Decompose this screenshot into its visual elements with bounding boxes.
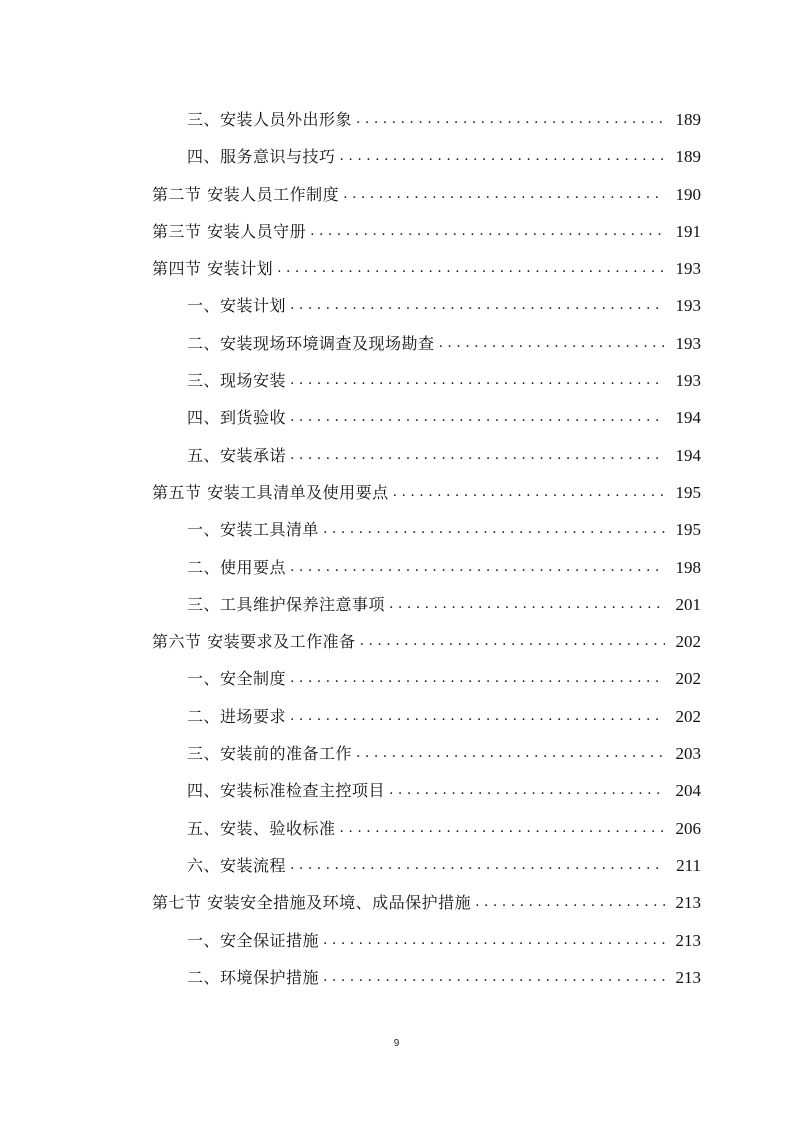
toc-dot-leader xyxy=(439,325,665,362)
toc-entry[interactable] xyxy=(0,549,793,586)
toc-entry-page: 198 xyxy=(675,557,701,577)
toc-entry-title: 二、使用要点 xyxy=(187,557,287,577)
toc-entry-title: 六、安装流程 xyxy=(187,855,287,875)
toc-entry-title: 四、安装标准检查主控项目 xyxy=(187,781,386,801)
toc-entry-page: 190 xyxy=(675,184,701,204)
toc-entry[interactable] xyxy=(0,922,793,959)
toc-dot-leader xyxy=(310,213,665,250)
toc-dot-leader xyxy=(340,810,665,847)
toc-entry-page: 194 xyxy=(675,408,701,428)
toc-entry[interactable] xyxy=(0,735,793,772)
toc-entry-title: 第六节 安装要求及工作准备 xyxy=(152,632,356,652)
toc-dot-leader xyxy=(290,287,665,324)
toc-dot-leader xyxy=(389,772,665,809)
toc-dot-leader xyxy=(290,847,665,884)
toc-entry-title: 一、安装计划 xyxy=(187,296,287,316)
toc-entry-page: 213 xyxy=(675,893,701,913)
toc-entry[interactable] xyxy=(0,138,793,175)
toc-entry-title: 第五节 安装工具清单及使用要点 xyxy=(152,482,389,502)
toc-dot-leader xyxy=(360,623,665,660)
toc-entry-page: 206 xyxy=(675,818,701,838)
toc-dot-leader xyxy=(356,101,665,138)
page-number: 9 xyxy=(393,1038,400,1049)
toc-entry-page: 189 xyxy=(675,110,701,129)
toc-entry-title: 一、安全制度 xyxy=(187,669,287,689)
toc-dot-leader xyxy=(290,549,665,586)
toc-entry-page: 191 xyxy=(675,221,701,241)
toc-entry-page: 193 xyxy=(675,333,701,353)
toc-entry[interactable] xyxy=(0,437,793,474)
table-of-contents xyxy=(0,101,793,996)
toc-entry-title: 第二节 安装人员工作制度 xyxy=(152,184,340,204)
toc-entry-page: 213 xyxy=(675,930,701,950)
toc-entry-page: 202 xyxy=(675,706,701,726)
toc-entry[interactable] xyxy=(0,623,793,660)
toc-dot-leader xyxy=(323,959,665,996)
toc-entry-title: 三、安装人员外出形象 xyxy=(187,110,353,129)
toc-entry-page: 211 xyxy=(676,855,701,875)
toc-dot-leader xyxy=(475,884,665,921)
toc-entry[interactable] xyxy=(0,698,793,735)
toc-entry-page: 193 xyxy=(675,371,701,391)
toc-entry-page: 195 xyxy=(675,482,701,502)
toc-entry-page: 213 xyxy=(675,967,701,987)
toc-entry-title: 三、安装前的准备工作 xyxy=(187,744,353,764)
toc-entry[interactable] xyxy=(0,250,793,287)
toc-dot-leader xyxy=(290,437,665,474)
toc-entry[interactable] xyxy=(0,474,793,511)
toc-dot-leader xyxy=(290,362,665,399)
toc-entry[interactable] xyxy=(0,511,793,548)
toc-dot-leader xyxy=(290,698,665,735)
toc-entry-page: 202 xyxy=(675,632,701,652)
toc-entry-title: 五、安装承诺 xyxy=(187,445,287,465)
toc-dot-leader xyxy=(389,586,665,623)
toc-entry[interactable] xyxy=(0,959,793,996)
toc-entry-title: 四、服务意识与技巧 xyxy=(187,147,336,167)
toc-entry-title: 五、安装、验收标准 xyxy=(187,818,336,838)
toc-entry[interactable] xyxy=(0,287,793,324)
toc-dot-leader xyxy=(393,474,665,511)
toc-entry[interactable] xyxy=(0,176,793,213)
toc-entry[interactable] xyxy=(0,772,793,809)
toc-entry-page: 189 xyxy=(675,147,701,167)
toc-entry[interactable] xyxy=(0,660,793,697)
toc-entry-title: 第四节 安装计划 xyxy=(152,259,274,279)
toc-entry[interactable] xyxy=(0,847,793,884)
toc-entry-page: 203 xyxy=(675,744,701,764)
toc-entry-page: 194 xyxy=(675,445,701,465)
toc-dot-leader xyxy=(277,250,665,287)
toc-entry-title: 二、安装现场环境调查及现场勘查 xyxy=(187,333,435,353)
toc-dot-leader xyxy=(343,176,665,213)
toc-entry[interactable] xyxy=(0,810,793,847)
toc-entry[interactable] xyxy=(0,325,793,362)
toc-entry-page: 204 xyxy=(675,781,701,801)
toc-entry-title: 第七节 安装安全措施及环境、成品保护措施 xyxy=(152,893,472,913)
toc-entry-title: 三、现场安装 xyxy=(187,371,287,391)
toc-entry-title: 一、安全保证措施 xyxy=(187,930,320,950)
toc-entry-title: 二、进场要求 xyxy=(187,706,287,726)
toc-entry[interactable] xyxy=(0,586,793,623)
toc-entry[interactable] xyxy=(0,101,793,138)
toc-entry-page: 201 xyxy=(675,594,701,614)
toc-entry[interactable] xyxy=(0,213,793,250)
toc-entry[interactable] xyxy=(0,399,793,436)
toc-entry-page: 202 xyxy=(675,669,701,689)
toc-dot-leader xyxy=(340,138,665,175)
toc-entry-title: 一、安装工具清单 xyxy=(187,520,320,540)
toc-dot-leader xyxy=(323,511,665,548)
toc-dot-leader xyxy=(323,922,665,959)
toc-entry-title: 第三节 安装人员守册 xyxy=(152,221,307,241)
toc-entry-title: 二、环境保护措施 xyxy=(187,967,320,987)
toc-entry-title: 四、到货验收 xyxy=(187,408,287,428)
toc-dot-leader xyxy=(356,735,665,772)
toc-entry-title: 三、工具维护保养注意事项 xyxy=(187,594,386,614)
toc-dot-leader xyxy=(290,660,665,697)
toc-entry-page: 193 xyxy=(675,296,701,316)
toc-entry-page: 195 xyxy=(675,520,701,540)
toc-entry[interactable] xyxy=(0,362,793,399)
toc-dot-leader xyxy=(290,399,665,436)
toc-entry-page: 193 xyxy=(675,259,701,279)
toc-entry[interactable] xyxy=(0,884,793,921)
